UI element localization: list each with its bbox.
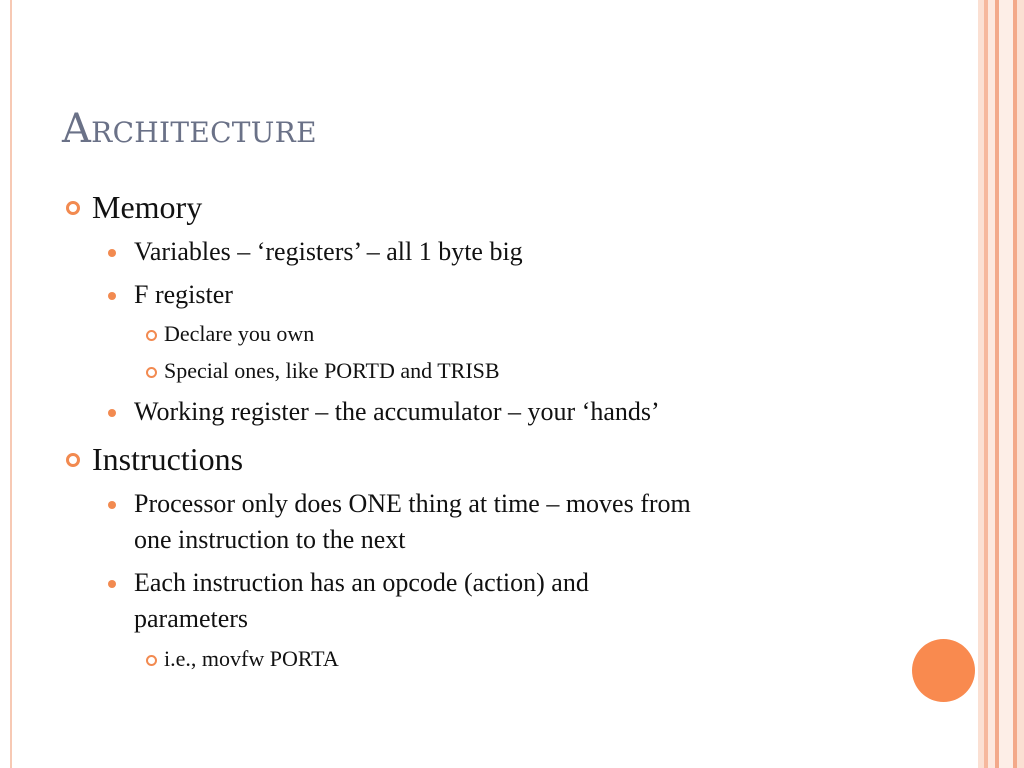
dot-bullet-icon	[108, 249, 116, 257]
dot-bullet-icon	[108, 292, 116, 300]
dot-bullet-icon	[108, 409, 116, 417]
bullet-text: Memory	[92, 189, 203, 225]
bullet-text: F register	[134, 280, 233, 309]
dot-bullet-icon	[108, 501, 116, 509]
ring-bullet-icon	[146, 330, 157, 341]
bullet-text: Declare you own	[164, 321, 315, 346]
bullet-text: Instructions	[92, 441, 244, 477]
right-band-stripe	[999, 0, 1013, 768]
ring-bullet-icon	[66, 453, 80, 467]
ring-bullet-icon	[66, 201, 80, 215]
bullet-text: Variables – ‘registers’ – all 1 byte big	[134, 237, 523, 266]
ring-bullet-icon	[146, 367, 157, 378]
bullet-text: i.e., movfw PORTA	[164, 646, 339, 671]
right-band-stripe	[1017, 0, 1024, 768]
ring-bullet-icon	[146, 655, 157, 666]
right-band-stripe	[988, 0, 995, 768]
bullet-text-line: one instruction to the next	[134, 525, 406, 554]
bullet-text-line: Processor only does ONE thing at time – moves from	[134, 489, 691, 518]
dot-bullet-icon	[108, 580, 116, 588]
bullet-text-line: Each instruction has an opcode (action) and	[134, 568, 589, 597]
slide-title: Architecture	[62, 106, 317, 152]
bullet-text-line: parameters	[134, 604, 249, 633]
bullet-text: Working register – the accumulator – your ‘hands’	[134, 397, 660, 426]
decorative-orange-circle	[912, 639, 975, 702]
bullet-text: Special ones, like PORTD and TRISB	[164, 358, 500, 383]
